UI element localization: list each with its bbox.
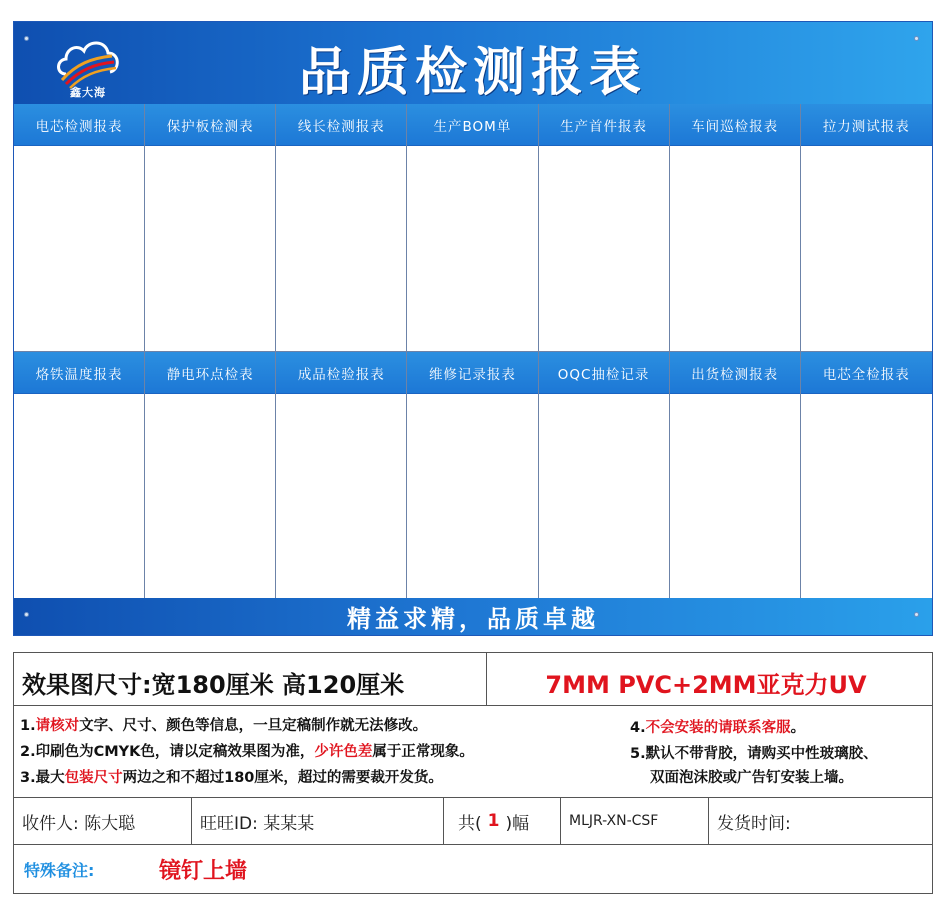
rivet-icon [24, 36, 29, 41]
column-header: 电芯检测报表 [14, 104, 144, 146]
count-cell: 共( 1 )幅 [444, 798, 561, 844]
document-slot [145, 394, 275, 598]
report-column [145, 104, 276, 351]
document-slot [276, 394, 406, 598]
report-row-2 [14, 351, 932, 598]
note-5-line-1: 5.默认不带背胶，请购买中性玻璃胶、 [630, 746, 878, 762]
report-row-1 [14, 104, 932, 351]
column-header: 出货检测报表 [670, 352, 800, 394]
board-header [14, 22, 932, 104]
wangwang-id-cell: 旺旺ID: 某某某 [192, 798, 444, 844]
report-column [801, 104, 932, 351]
report-column [801, 352, 932, 598]
column-header: 线长检测报表 [276, 104, 406, 146]
document-slot [407, 394, 537, 598]
document-slot [145, 146, 275, 351]
column-header: 保护板检测表 [145, 104, 275, 146]
column-header: 维修记录报表 [407, 352, 537, 394]
column-header: 生产BOM单 [407, 104, 537, 146]
rivet-icon [24, 612, 29, 617]
slogan-band [14, 598, 932, 635]
document-slot [801, 146, 932, 351]
column-header: 成品检验报表 [276, 352, 406, 394]
remark-row [14, 845, 932, 893]
count-value: 1 [487, 811, 500, 831]
rivet-icon [914, 36, 919, 41]
notes-row [14, 706, 932, 798]
report-column [670, 104, 801, 351]
report-column [539, 352, 670, 598]
document-slot [407, 146, 537, 351]
divider [486, 653, 487, 706]
column-header: OQC抽检记录 [539, 352, 669, 394]
shipping-row [14, 798, 932, 845]
report-column [276, 104, 407, 351]
note-4: 4.不会安装的请联系客服。 [630, 720, 806, 736]
document-slot [801, 394, 932, 598]
display-board [13, 21, 933, 636]
board-title: 品质检测报表 [298, 43, 647, 103]
report-column [670, 352, 801, 598]
document-slot [539, 394, 669, 598]
report-column [276, 352, 407, 598]
ship-time-cell: 发货时间: [717, 813, 791, 834]
report-column [407, 352, 538, 598]
remark-value: 镜钉上墙 [159, 859, 248, 884]
report-column [14, 352, 145, 598]
column-header: 电芯全检报表 [801, 352, 932, 394]
size-row [14, 653, 932, 706]
report-column [14, 104, 145, 351]
column-header: 烙铁温度报表 [14, 352, 144, 394]
recipient-cell: 收件人: 陈大聪 [14, 798, 192, 844]
order-info-table [13, 652, 933, 894]
note-1: 1.请核对文字、尺寸、颜色等信息，一旦定稿制作就无法修改。 [20, 718, 428, 734]
column-header: 拉力测试报表 [801, 104, 932, 146]
document-slot [276, 146, 406, 351]
document-slot [670, 146, 800, 351]
column-header: 车间巡检报表 [670, 104, 800, 146]
product-code-cell: MLJR-XN-CSF [561, 798, 709, 844]
material-spec: 7MM PVC+2MM亚克力UV [545, 671, 867, 699]
document-slot [14, 146, 144, 351]
logo-text: 鑫大海 [70, 86, 106, 99]
size-label: 效果图尺寸:宽180厘米 高120厘米 [22, 671, 405, 699]
column-header: 生产首件报表 [539, 104, 669, 146]
report-column [539, 104, 670, 351]
report-column [407, 104, 538, 351]
note-5-line-2: 双面泡沫胶或广告钉安装上墙。 [650, 770, 853, 786]
report-column [145, 352, 276, 598]
remark-label: 特殊备注: [24, 861, 95, 880]
document-slot [539, 146, 669, 351]
column-header: 静电环点检表 [145, 352, 275, 394]
note-3: 3.最大包装尺寸两边之和不超过180厘米，超过的需要裁开发货。 [20, 770, 443, 786]
document-slot [14, 394, 144, 598]
rivet-icon [914, 612, 919, 617]
note-2: 2.印刷色为CMYK色，请以定稿效果图为准，少许色差属于正常现象。 [20, 744, 474, 760]
document-slot [670, 394, 800, 598]
slogan-text: 精益求精，品质卓越 [347, 605, 599, 633]
